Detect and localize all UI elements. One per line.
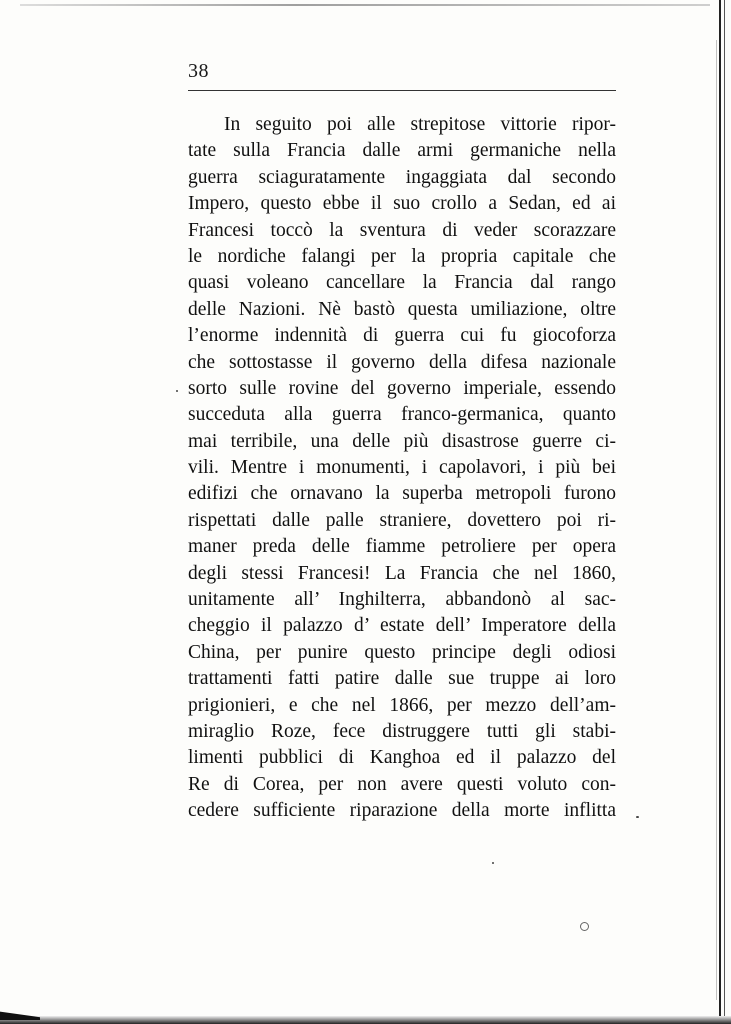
text-line: sorto sulle rovine del governo imperiale, essendo bbox=[188, 377, 616, 399]
text-line: cheggio il palazzo d’ estate dell’ Imperatore della bbox=[188, 615, 616, 637]
text-line: mai terribile, una delle più disastrose guerre ci- bbox=[188, 430, 616, 452]
text-line: In seguito poi alle strepitose vittorie ripor- bbox=[224, 114, 616, 135]
text-line: maner preda delle fiamme petroliere per opera bbox=[188, 536, 616, 558]
paper-speck bbox=[636, 816, 639, 818]
text-line: degli stessi Francesi! La Francia che nel 1860, bbox=[188, 562, 616, 584]
text-line: l’enorme indennità di guerra cui fu giocoforza bbox=[188, 325, 616, 347]
text-line: China, per punire questo principe degli odiosi bbox=[188, 641, 616, 663]
page-corner-shadow bbox=[0, 1006, 40, 1020]
page-fold-line bbox=[716, 40, 717, 1000]
paper-speck bbox=[492, 862, 494, 864]
text-line: vili. Mentre i monumenti, i capolavori, i più bei bbox=[188, 457, 616, 479]
text-line: miraglio Roze, fece distruggere tutti gli stabi- bbox=[188, 720, 616, 742]
text-line: succeduta alla guerra franco-germanica, quanto bbox=[188, 404, 616, 426]
body-paragraph bbox=[188, 112, 616, 825]
page-number: 38 bbox=[188, 60, 209, 82]
text-line: edifizi che ornavano la superba metropoli furono bbox=[188, 483, 616, 505]
text-line: trattamenti fatti patire dalle sue truppe ai loro bbox=[188, 668, 616, 690]
text-line: tate sulla Francia dalle armi germaniche nella bbox=[188, 140, 616, 162]
text-line: limenti pubblici di Kanghoa ed il palazzo del bbox=[188, 747, 616, 769]
text-line: quasi voleano cancellare la Francia dal rango bbox=[188, 272, 616, 294]
book-binding-edge bbox=[719, 0, 725, 1024]
text-line: delle Nazioni. Nè bastò questa umiliazione, oltre bbox=[188, 298, 616, 320]
text-line: Impero, questo ebbe il suo crollo a Sedan, ed ai bbox=[188, 193, 616, 215]
text-line: prigionieri, e che nel 1866, per mezzo dell’am- bbox=[188, 694, 616, 716]
text-line: che sottostasse il governo della difesa nazionale bbox=[188, 351, 616, 373]
page-bottom-edge bbox=[0, 1016, 731, 1024]
header-rule bbox=[188, 90, 616, 91]
text-line: Francesi toccò la sventura di veder scorazzare bbox=[188, 219, 616, 241]
text-line: unitamente all’ Inghilterra, abbandonò al sac- bbox=[188, 589, 616, 611]
paper-speck bbox=[580, 922, 589, 931]
text-line: Re di Corea, per non avere questi voluto con- bbox=[188, 773, 616, 795]
text-line: le nordiche falangi per la propria capitale che bbox=[188, 245, 616, 267]
paper-speck bbox=[176, 390, 178, 392]
page-top-edge bbox=[20, 4, 710, 6]
text-line: cedere sufficiente riparazione della morte inflitta bbox=[188, 800, 616, 822]
text-line: guerra sciaguratamente ingaggiata dal secondo bbox=[188, 166, 616, 188]
text-line: rispettati dalle palle straniere, dovettero poi ri- bbox=[188, 509, 616, 531]
